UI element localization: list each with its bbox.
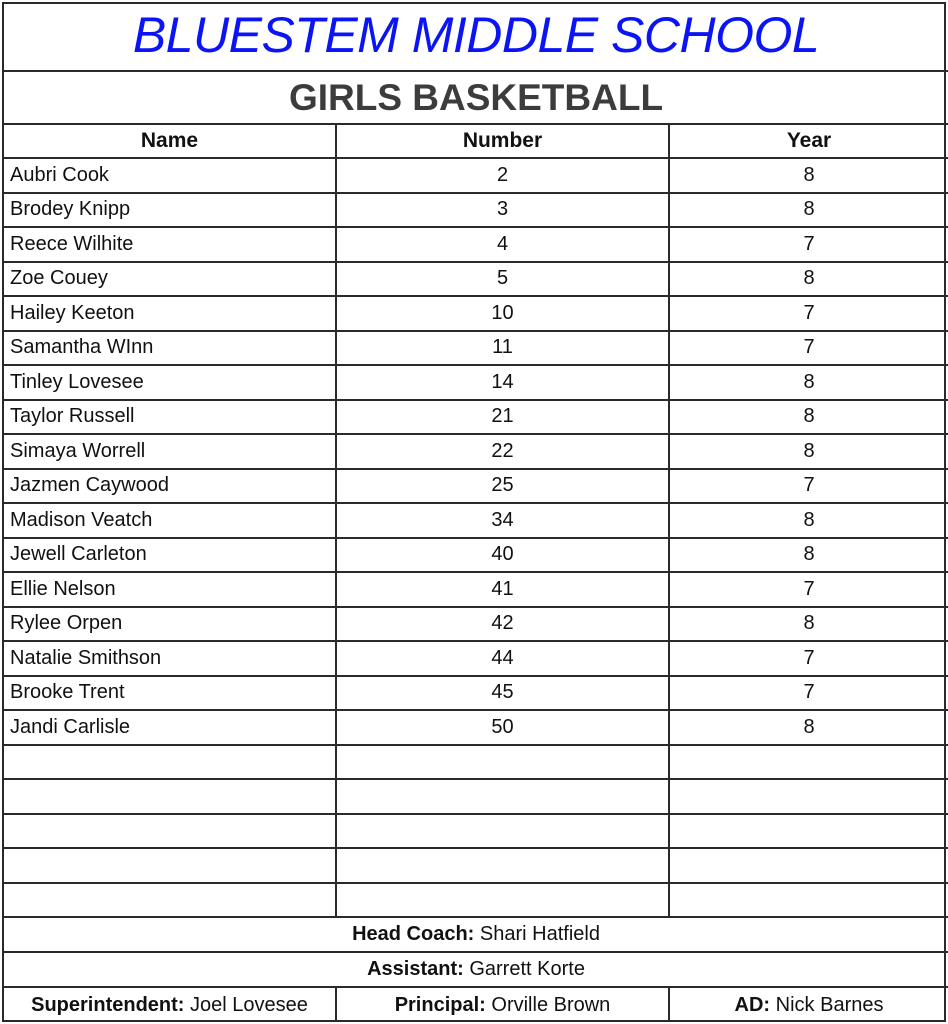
player-name: Ellie Nelson (4, 572, 336, 607)
table-row (4, 193, 948, 228)
player-year: 7 (669, 296, 948, 331)
column-header-year: Year (669, 124, 948, 158)
ad-value: Nick Barnes (775, 993, 884, 1016)
player-year (669, 745, 948, 780)
player-number: 50 (336, 710, 669, 745)
table-row (4, 572, 948, 607)
table-row-empty (4, 745, 948, 780)
player-year (669, 779, 948, 814)
player-number: 34 (336, 503, 669, 538)
player-number: 25 (336, 469, 669, 504)
table-row (4, 296, 948, 331)
player-name (4, 814, 336, 849)
player-name: Zoe Couey (4, 262, 336, 297)
school-title-row (4, 4, 948, 71)
superintendent (4, 987, 336, 1022)
superintendent-label: Superintendent: (31, 993, 185, 1016)
player-number: 10 (336, 296, 669, 331)
player-year (669, 848, 948, 883)
principal-label: Principal: (394, 993, 486, 1016)
player-number: 5 (336, 262, 669, 297)
table-row-empty (4, 814, 948, 849)
ad-label: AD: (734, 993, 771, 1016)
principal (336, 987, 669, 1022)
table-row-empty (4, 848, 948, 883)
player-number: 44 (336, 641, 669, 676)
table-header-row (4, 124, 948, 158)
player-number: 22 (336, 434, 669, 469)
player-name: Jewell Carleton (4, 538, 336, 573)
table-row (4, 434, 948, 469)
player-year (669, 883, 948, 918)
table-row (4, 365, 948, 400)
player-name: Simaya Worrell (4, 434, 336, 469)
team-title: GIRLS BASKETBALL (4, 71, 948, 124)
table-row (4, 676, 948, 711)
table-row (4, 331, 948, 366)
player-number (336, 779, 669, 814)
player-year: 8 (669, 503, 948, 538)
table-row (4, 503, 948, 538)
table-row (4, 710, 948, 745)
table-row (4, 469, 948, 504)
player-number: 40 (336, 538, 669, 573)
player-number (336, 883, 669, 918)
player-name: Samantha WInn (4, 331, 336, 366)
player-year: 8 (669, 158, 948, 193)
player-name: Jazmen Caywood (4, 469, 336, 504)
player-name (4, 745, 336, 780)
principal-value: Orville Brown (491, 993, 611, 1016)
player-year: 7 (669, 469, 948, 504)
player-number: 3 (336, 193, 669, 228)
player-name: Rylee Orpen (4, 607, 336, 642)
head-coach (4, 917, 948, 952)
column-header-name: Name (4, 124, 336, 158)
player-year: 8 (669, 400, 948, 435)
player-year: 8 (669, 434, 948, 469)
table-row-empty (4, 883, 948, 918)
player-year: 7 (669, 331, 948, 366)
table-row (4, 262, 948, 297)
column-header-number: Number (336, 124, 669, 158)
player-year: 8 (669, 365, 948, 400)
table-row-empty (4, 779, 948, 814)
player-number: 2 (336, 158, 669, 193)
player-year: 8 (669, 262, 948, 297)
player-name: Jandi Carlisle (4, 710, 336, 745)
assistant-coach (4, 952, 948, 987)
administration-row (4, 987, 948, 1022)
roster-table (4, 4, 948, 1022)
player-number (336, 814, 669, 849)
assistant-label: Assistant: (367, 958, 464, 980)
athletic-director (669, 987, 948, 1022)
roster-sheet (2, 2, 946, 1022)
player-year: 7 (669, 572, 948, 607)
table-row (4, 538, 948, 573)
table-row (4, 607, 948, 642)
table-row (4, 227, 948, 262)
head-coach-row (4, 917, 948, 952)
table-row (4, 158, 948, 193)
player-number: 45 (336, 676, 669, 711)
superintendent-value: Joel Lovesee (190, 993, 308, 1016)
player-number: 21 (336, 400, 669, 435)
player-name: Natalie Smithson (4, 641, 336, 676)
player-name: Reece Wilhite (4, 227, 336, 262)
player-name (4, 779, 336, 814)
player-name: Brooke Trent (4, 676, 336, 711)
team-title-row (4, 71, 948, 124)
player-year: 7 (669, 676, 948, 711)
player-number (336, 848, 669, 883)
player-year: 8 (669, 607, 948, 642)
table-row (4, 641, 948, 676)
player-name: Madison Veatch (4, 503, 336, 538)
player-year: 8 (669, 710, 948, 745)
assistant-row (4, 952, 948, 987)
player-name (4, 883, 336, 918)
head-coach-label: Head Coach: (352, 923, 475, 945)
school-title: BLUESTEM MIDDLE SCHOOL (4, 4, 948, 71)
player-name: Taylor Russell (4, 400, 336, 435)
player-number: 4 (336, 227, 669, 262)
player-name: Tinley Lovesee (4, 365, 336, 400)
player-year: 8 (669, 193, 948, 228)
player-name: Hailey Keeton (4, 296, 336, 331)
player-number: 14 (336, 365, 669, 400)
table-row (4, 400, 948, 435)
player-name: Aubri Cook (4, 158, 336, 193)
head-coach-value: Shari Hatfield (479, 923, 600, 945)
player-year: 8 (669, 538, 948, 573)
assistant-value: Garrett Korte (469, 958, 585, 980)
player-name: Brodey Knipp (4, 193, 336, 228)
player-number: 11 (336, 331, 669, 366)
player-number (336, 745, 669, 780)
player-number: 42 (336, 607, 669, 642)
player-year: 7 (669, 227, 948, 262)
player-year (669, 814, 948, 849)
player-number: 41 (336, 572, 669, 607)
player-name (4, 848, 336, 883)
player-year: 7 (669, 641, 948, 676)
